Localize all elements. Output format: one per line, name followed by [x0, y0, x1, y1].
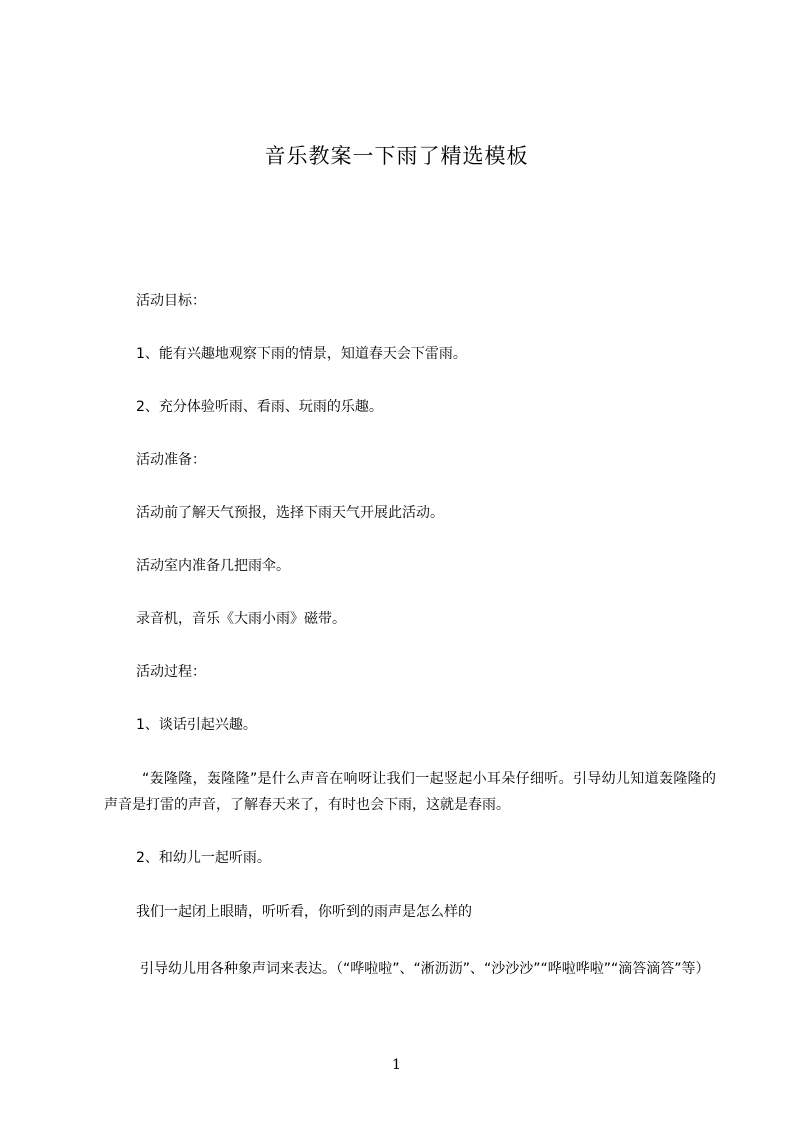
process-step-2-detail: 引导幼儿用各种象声词来表达。（“哗啦啦”、“淅沥沥”、“沙沙沙”“哗啦哗啦”“滴答滴答”等） [140, 961, 710, 977]
process-step-1-body: “轰隆隆，轰隆隆”是什么声音在响呀让我们一起竖起小耳朵仔细听。引导幼儿知道轰隆隆的声音是打雷的声音，了解春天来了，有时也会下雨，这就是春雨。 [104, 771, 716, 813]
process-step-1: 1、谈话引起兴趣。 [136, 717, 257, 733]
goal-item-1: 1、能有兴趣地观察下雨的情景，知道春天会下雷雨。 [136, 346, 467, 362]
page-number: 1 [392, 1057, 401, 1073]
preparation-item-1: 活动前了解天气预报，选择下雨天气开展此活动。 [136, 505, 444, 521]
section-heading-goals: 活动目标： [136, 293, 206, 309]
process-step-2: 2、和幼儿一起听雨。 [136, 850, 271, 866]
process-step-2-body: 我们一起闭上眼睛，听听看，你听到的雨声是怎么样的 [136, 904, 472, 920]
section-heading-preparation: 活动准备： [136, 452, 206, 468]
preparation-item-3: 录音机，音乐《大雨小雨》磁带。 [136, 611, 346, 627]
document-title: 音乐教案一下雨了精选模板 [264, 144, 529, 168]
goal-item-2: 2、充分体验听雨、看雨、玩雨的乐趣。 [136, 399, 383, 415]
preparation-item-2: 活动室内准备几把雨伞。 [136, 558, 290, 574]
section-heading-process: 活动过程： [136, 664, 206, 680]
